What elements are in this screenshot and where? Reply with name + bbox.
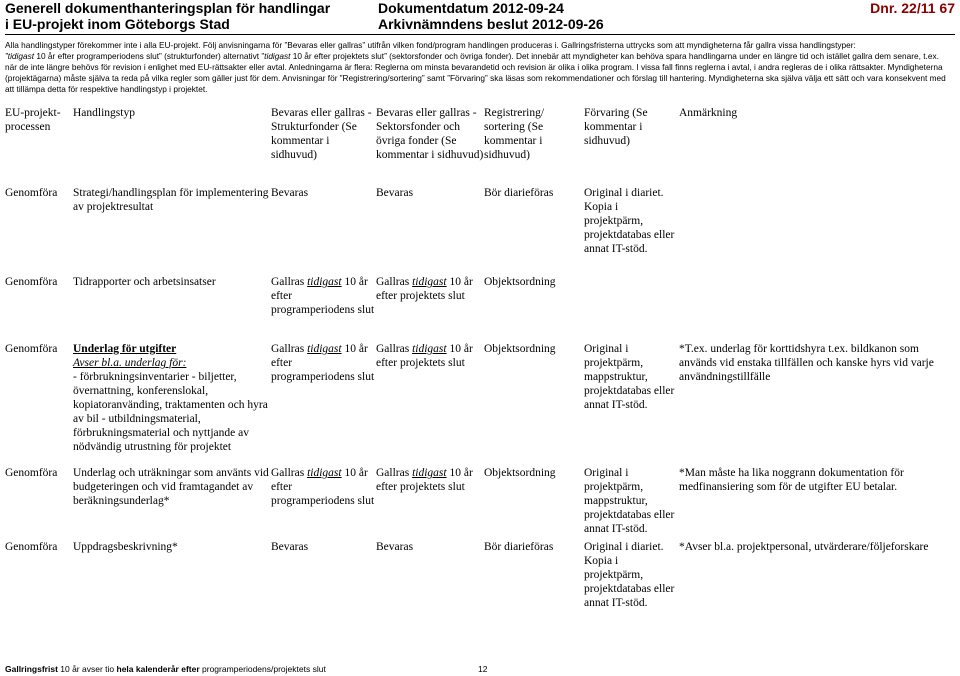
intro-text-1: 10 år efter programperiodens slut” (strukturfonder) alternativt ” [34, 51, 265, 62]
doc-date: Dokumentdatum 2012-09-24 [378, 0, 564, 16]
text: 10 år efter projektets slut [376, 343, 473, 369]
table-row [5, 540, 949, 610]
cell-sector: Bevaras [376, 187, 414, 199]
intro-emph-2: tidigast [264, 51, 291, 62]
cell-notes: *Avser bl.a. projektpersonal, utvärderare/följeforskare [679, 541, 929, 553]
footer-bold-1: Gallringsfrist [5, 664, 58, 674]
cell-sector: Bevaras [376, 541, 414, 553]
type-body: - förbrukningsinventarier - biljetter, övernattning, konferenslokal, kopiatoranvänding, traktamenten och hyra av bil - utbildningsmaterial, förbrukningsmaterial och nyttjande av nödvändig utrustning för projektet [73, 371, 268, 453]
intro-paragraph-2 [5, 51, 953, 95]
cell-process: Genomföra [5, 343, 58, 355]
text: 10 år efter projektets slut [376, 276, 473, 302]
doc-title-line1: Generell dokumenthanteringsplan för handlingar [5, 0, 331, 16]
cell-process: Genomföra [5, 467, 58, 479]
type-title: Underlag för utgifter [73, 343, 177, 355]
cell-registration: Bör diarieföras [484, 187, 554, 199]
col-header-type: Handlingstyp [73, 107, 135, 119]
cell-structural [271, 342, 376, 454]
document-plan-table [5, 106, 949, 610]
cell-type: Uppdragsbeskrivning* [73, 541, 178, 553]
cell-structural: Bevaras [271, 541, 309, 553]
cell-notes: *Man måste ha lika noggrann dokumentation för medfinansiering som för de utgifter EU betalar. [679, 467, 904, 493]
cell-storage: Original i projektpärm, mappstruktur, projektdatabas eller annat IT-stöd. [584, 343, 675, 411]
footer-text-1: 10 år avser tio [57, 664, 117, 674]
text: 10 år efter programperiodens slut [271, 467, 375, 507]
text: Gallras [271, 343, 308, 355]
col-header-process: EU-projekt-processen [5, 107, 61, 133]
col-header-structural: Bevaras eller gallras - Strukturfonder (Se kommentar i sidhuvud) [271, 107, 372, 161]
cell-process: Genomföra [5, 541, 58, 553]
decision-date: Arkivnämndens beslut 2012-09-26 [378, 16, 604, 32]
cell-sector [376, 275, 484, 317]
cell-notes [679, 275, 949, 317]
text: 10 år efter programperiodens slut [271, 343, 375, 383]
cell-structural [271, 275, 376, 317]
table-row [5, 275, 949, 317]
intro-text [5, 40, 953, 95]
cell-process: Genomföra [5, 276, 58, 288]
cell-storage: Original i projektpärm, mappstruktur, projektdatabas eller annat IT-stöd. [584, 467, 675, 535]
cell-registration: Objektsordning [484, 343, 556, 355]
cell-type: Tidrapporter och arbetsinsatser [73, 276, 216, 288]
text: Gallras [271, 467, 308, 479]
cell-registration: Objektsordning [484, 467, 556, 479]
header-rule [5, 34, 955, 35]
text-emph: tidigast [412, 467, 447, 479]
cell-storage: Original i diariet. Kopia i projektpärm, projektdatabas eller annat IT-stöd. [584, 541, 675, 609]
col-header-registration: Registrering/ sortering (Se kommentar i sidhuvud) [484, 107, 545, 161]
text: Gallras [376, 276, 413, 288]
page-number: 12 [478, 664, 488, 674]
cell-notes: *T.ex. underlag för korttidshyra t.ex. bildkanon som används vid enstaka tillfällen och kanske hyrs vid varje användningstillfälle [679, 343, 934, 383]
text-emph: tidigast [412, 343, 447, 355]
text: Gallras [271, 276, 308, 288]
table-header-row [5, 106, 949, 162]
cell-type [73, 342, 271, 454]
col-header-notes: Anmärkning [679, 107, 738, 119]
cell-notes [679, 186, 949, 256]
footer-bold-2: hela kalenderår efter [116, 664, 200, 674]
table-row [5, 466, 949, 536]
cell-type: Underlag och uträkningar som använts vid budgeteringen och vid framtagandet av beräkningsunderlag* [73, 467, 269, 507]
text-emph: tidigast [307, 276, 342, 288]
cell-structural [271, 466, 376, 536]
cell-registration: Objektsordning [484, 276, 556, 288]
cell-structural: Bevaras [271, 187, 309, 199]
type-subtitle: Avser bl.a. underlag för: [73, 357, 187, 369]
col-header-sector: Bevaras eller gallras - Sektorsfonder och övriga fonder (Se kommentar i sidhuvud) [376, 107, 484, 161]
footer-note [5, 664, 326, 674]
intro-paragraph-1: Alla handlingstyper förekommer inte i alla EU-projekt. Följ anvisningarna för ”Bevaras eller gallras” utifrån vilken fond/program handlingen produceras i. Gallringsfristerna uttrycks som att myndigheterna får gallra vissa handlingstyper: [5, 40, 856, 50]
col-header-storage: Förvaring (Se kommentar i sidhuvud) [584, 107, 648, 147]
text: Gallras [376, 343, 413, 355]
text-emph: tidigast [307, 343, 342, 355]
registration-number: Dnr. 22/11 67 [870, 0, 955, 16]
cell-sector [376, 466, 484, 536]
text: 10 år efter programperiodens slut [271, 276, 375, 316]
text: Gallras [376, 467, 413, 479]
table-row [5, 342, 949, 454]
cell-sector [376, 342, 484, 454]
cell-registration: Bör diarieföras [484, 541, 554, 553]
text-emph: tidigast [412, 276, 447, 288]
table-row [5, 186, 949, 256]
text-emph: tidigast [307, 467, 342, 479]
doc-title-line2: i EU-projekt inom Göteborgs Stad [5, 16, 230, 32]
intro-emph-1: ”tidigast [5, 51, 35, 62]
intro-text-2: 10 år efter projektets slut” (sektorsfonder och övriga fonder). Det innebär att myndigheter kan behöva spara handlingarna under en längre tid och istället gallra dem senare, t.ex. när de inte längre behövs för revision i enlighet med EU-rättsakter eller avtal. Anledningarna är flera: Reglerna om minsta bevarandetid och revision är olika i olika program. I vissa fall finns reglerna i avtal, i andra regleras de i olika rättsakter. Myndigheterna (projektägarna) måste själva ta reda på vilka regler som gäller just för dem. Anvisningar för ”Registrering/sortering” samt ”Förvaring” ska läsas som rekommendationer och förslag till hantering. Myndigheterna ska själva välja ett sätt och vara konsekvent med att tillämpa detta för respektive handlingstyp i projektet. [5, 51, 946, 95]
footer-text-2: programperiodens/projektets slut [199, 664, 326, 674]
cell-storage [584, 275, 679, 317]
text: 10 år efter projektets slut [376, 467, 473, 493]
cell-type: Strategi/handlingsplan för implementering av projektresultat [73, 187, 269, 213]
cell-storage: Original i diariet. Kopia i projektpärm, projektdatabas eller annat IT-stöd. [584, 187, 675, 255]
cell-process: Genomföra [5, 187, 58, 199]
